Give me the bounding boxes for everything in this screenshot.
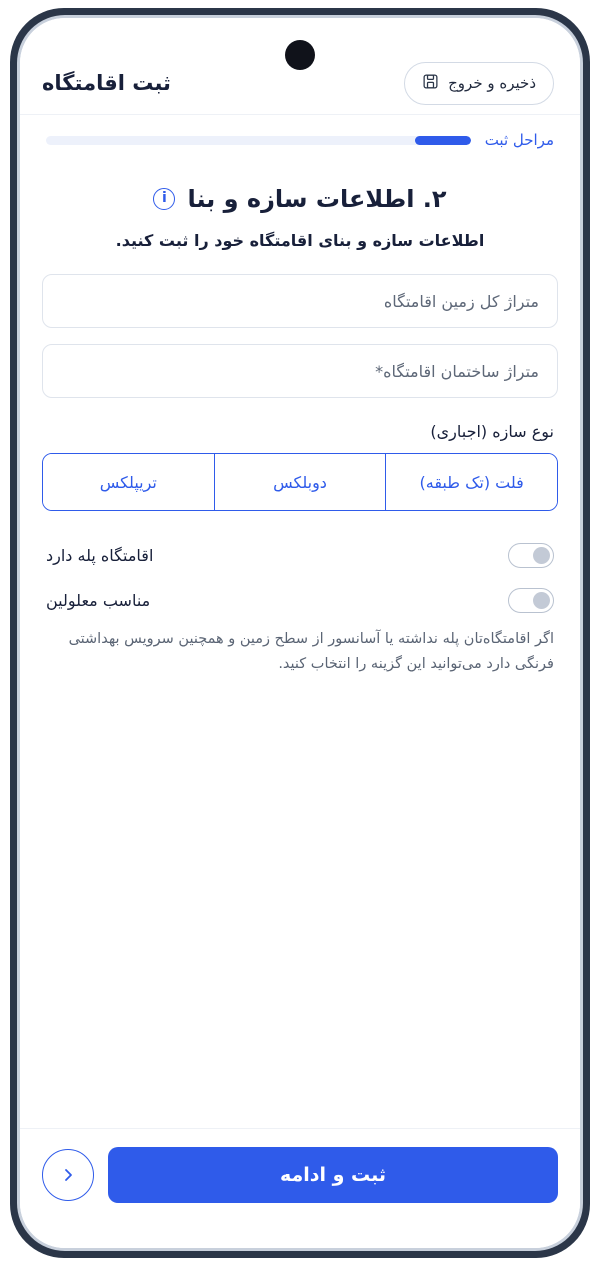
structure-option-duplex[interactable]: دوبلکس bbox=[214, 454, 386, 510]
save-disk-icon bbox=[422, 73, 439, 94]
structure-type-segmented bbox=[42, 453, 558, 511]
save-and-exit-button[interactable] bbox=[404, 62, 554, 105]
toggle-row-has-stairs bbox=[42, 533, 558, 578]
step-heading bbox=[42, 185, 558, 213]
footer-bar bbox=[20, 1128, 580, 1248]
accessible-toggle[interactable] bbox=[508, 588, 554, 613]
accessible-label: مناسب معلولین bbox=[46, 591, 151, 610]
accessible-helper-text: اگر اقامتگاه‌تان پله نداشته یا آسانسور از سطح زمین و همچنین سرویس بهداشتی فرنگی دارد می‌توانید این گزینه را انتخاب کنید. bbox=[68, 631, 554, 673]
toggle-row-accessible bbox=[42, 578, 558, 623]
structure-option-flat[interactable]: فلت (تک طبقه) bbox=[385, 454, 557, 510]
progress-label: مراحل ثبت bbox=[484, 131, 554, 149]
structure-option-triplex[interactable]: تریپلکس bbox=[43, 454, 214, 510]
step-title: ۲. اطلاعات سازه و بنا bbox=[187, 185, 447, 213]
toggle-knob bbox=[533, 547, 550, 564]
page-title: ثبت اقامتگاه bbox=[42, 71, 171, 95]
form-content bbox=[20, 161, 580, 1122]
form-subtitle: اطلاعات سازه و بنای اقامتگاه خود را ثبت کنید. bbox=[115, 231, 485, 250]
land-area-input[interactable] bbox=[42, 274, 558, 328]
phone-screen bbox=[17, 15, 583, 1251]
progress-bar bbox=[46, 136, 471, 145]
has-stairs-toggle[interactable] bbox=[508, 543, 554, 568]
camera-notch bbox=[285, 40, 315, 70]
submit-continue-button[interactable]: ثبت و ادامه bbox=[108, 1147, 558, 1203]
save-and-exit-label: ذخیره و خروج bbox=[448, 74, 536, 92]
info-circle-icon[interactable]: i bbox=[153, 188, 175, 210]
has-stairs-label: اقامتگاه پله دارد bbox=[46, 546, 154, 565]
phone-frame bbox=[10, 8, 590, 1258]
progress-bar-fill bbox=[415, 136, 470, 145]
toggle-knob bbox=[533, 592, 550, 609]
building-area-input[interactable] bbox=[42, 344, 558, 398]
chevron-left-icon[interactable] bbox=[42, 1149, 94, 1201]
structure-type-label: نوع سازه (اجباری) bbox=[430, 422, 554, 441]
progress-row bbox=[20, 115, 580, 161]
